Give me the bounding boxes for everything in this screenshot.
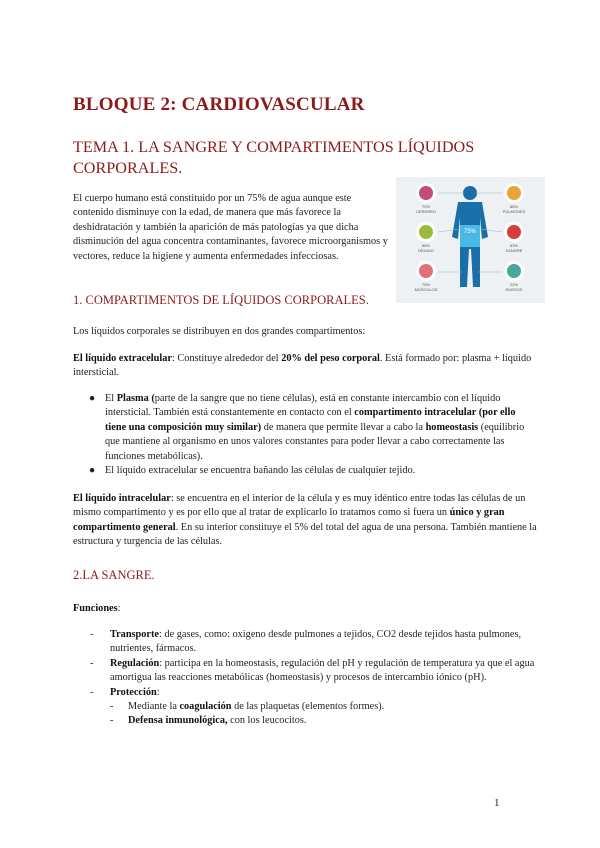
svg-text:SANGRE: SANGRE	[505, 248, 523, 253]
functions-list	[73, 628, 538, 729]
infographic-svg	[396, 177, 545, 303]
svg-text:HUESOS: HUESOS	[505, 287, 523, 292]
extracellular-bullet-list	[73, 392, 533, 478]
intro-paragraph: El cuerpo humano está constituido por un 75% de agua aunque este contenido disminuye con la edad, de manera que más favorece la deshidratación y también la aparición de más patologías ya que dicha disminución del agua concentra contaminantes, favorece microorganismos y vectores, reduce la higiene y aumenta enfermedades infecciosas.	[73, 193, 388, 262]
body-water-infographic	[396, 177, 545, 303]
section-2-heading: 2.LA SANGRE.	[73, 568, 155, 582]
svg-text:CEREBRO: CEREBRO	[416, 209, 436, 214]
section-1-heading: 1. COMPARTIMENTOS DE LÍQUIDOS CORPORALES.	[73, 293, 369, 307]
svg-text:83%: 83%	[509, 243, 519, 248]
svg-text:86%: 86%	[509, 204, 519, 209]
protection-sublist	[110, 700, 538, 729]
svg-text:75%: 75%	[421, 282, 431, 287]
extracellular-paragraph: El líquido extracelular: Constituye alrededor del 20% del peso corporal. Está formado por: plasma + líquido intersticial.	[73, 353, 532, 379]
center-percentage: 75%	[463, 229, 477, 235]
svg-text:86%: 86%	[421, 243, 431, 248]
compartments-intro: Los líquidos corporales se distribuyen en dos grandes compartimentos:	[73, 326, 366, 337]
svg-text:22%: 22%	[509, 282, 519, 287]
svg-text:MÚSCULOS: MÚSCULOS	[414, 287, 438, 292]
list-item: - Transporte: de gases, como: oxígeno desde pulmones a tejidos, CO2 desde tejidos hasta pulmones, nutrientes, fármacos.	[90, 629, 522, 655]
list-item: - Regulación: participa en la homeostasis, regulación del pH y regulación de temperatura ya que el agua amortigua las reacciones metabólicas (homeostasis) y procesos de intercambio iónico (pH).	[90, 657, 535, 684]
functions-label: Funciones:	[73, 603, 121, 614]
list-item: - Mediante la coagulación de las plaquetas (elementos formes).	[110, 701, 385, 713]
topic-title: TEMA 1. LA SANGRE Y COMPARTIMENTOS LÍQUIDOS CORPORALES.	[73, 138, 475, 177]
block-title: BLOQUE 2: CARDIOVASCULAR	[73, 94, 365, 115]
svg-text:HÍGADO: HÍGADO	[418, 248, 434, 253]
list-item: - Protección: - Mediante la coagulación de las plaquetas (elementos formes). - Defensa inmunológica, con los leucocitos.	[73, 686, 538, 729]
svg-text:70%: 70%	[421, 204, 431, 209]
list-item: ● El Plasma (parte de la sangre que no tiene células), está en constante intercambio con el líquido intersticial. También está constantemente en contacto con el compartimento intracelular (por ello tiene una composición muy similar) de manera que permite llevar a cabo la homeostasis (equilibrio que mantiene al organismo en unos valores constantes para poder llevar a cabo correctamente las funciones metabólicas).	[89, 393, 525, 462]
svg-text:PULMONES: PULMONES	[502, 209, 526, 214]
list-item: ● El líquido extracelular se encuentra bañando las células de cualquier tejido.	[89, 465, 416, 477]
page-number: 1	[494, 797, 500, 809]
list-item: - Defensa inmunológica, con los leucocitos.	[110, 715, 307, 727]
intracellular-paragraph: El líquido intracelular: se encuentra en el interior de la célula y es muy idéntico entre todas las células de un mismo compartimento y es por ello que al tratar de explicarlo lo tratamos como si fuera un único y gran compartimento general. En su interior constituye el 5% del total del agua de una persona. También mantiene la estructura y turgencia de las células.	[73, 493, 537, 548]
